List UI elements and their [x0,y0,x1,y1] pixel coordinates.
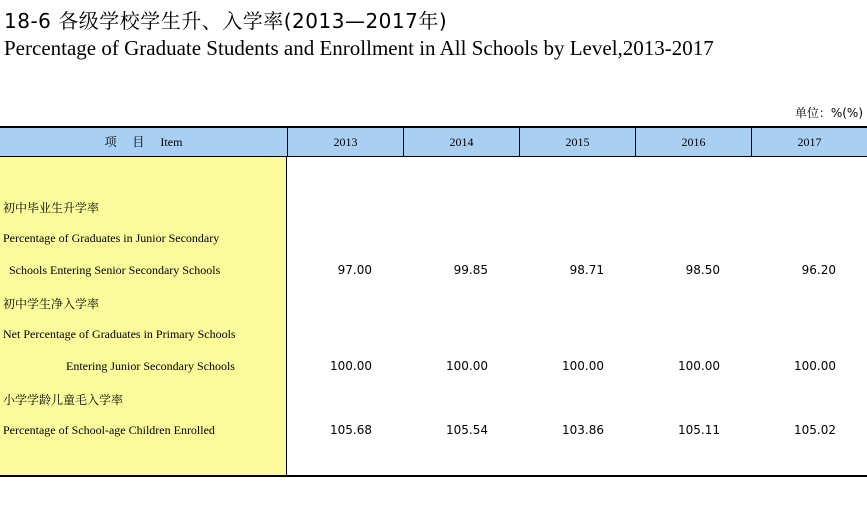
row-3-label-zh: 小学学龄儿童毛入学率 [3,393,124,407]
row-2-value-2015: 100.00 [562,359,604,373]
header-year-2017: 2017 [751,128,867,156]
header-item-zh: 项 目 [104,135,151,149]
page-title-chinese: 18-6 各级学校学生升、入学率(2013—2017年) [4,9,448,33]
table-header-row [0,128,867,157]
header-year-2015: 2015 [519,128,635,156]
row-1-value-2016: 98.50 [685,263,720,277]
row-2-label-zh: 初中学生净入学率 [3,297,100,311]
row-1-value-2013: 97.00 [337,263,372,277]
row-1-value-2015: 98.71 [569,263,604,277]
header-item-en: Item [160,135,183,149]
row-1-label-en-line2: Schools Entering Senior Secondary Schools [9,263,221,277]
row-3-value-2013: 105.68 [330,423,372,437]
row-2-value-2014: 100.00 [446,359,488,373]
header-year-2016: 2016 [635,128,751,156]
row-3-value-2015: 103.86 [562,423,604,437]
row-1-label-zh: 初中毕业生升学率 [3,201,100,215]
row-1-value-2014: 99.85 [453,263,488,277]
row-2-value-2016: 100.00 [678,359,720,373]
page-title-english: Percentage of Graduate Students and Enrollment in All Schools by Level,2013-2017 [4,36,714,60]
row-1-label-en-line1: Percentage of Graduates in Junior Secondary [3,231,220,245]
row-2-label-en-line2: Entering Junior Secondary Schools [66,359,235,373]
table-bottom-rule [0,475,867,477]
row-3-value-2017: 105.02 [794,423,836,437]
row-1-value-2017: 96.20 [801,263,836,277]
row-label-column [0,157,287,475]
row-3-value-2016: 105.11 [678,423,720,437]
header-item-cell [0,128,287,156]
row-2-label-en-line1: Net Percentage of Graduates in Primary Schools [3,327,236,341]
row-2-value-2017: 100.00 [794,359,836,373]
header-year-2014: 2014 [403,128,519,156]
row-3-value-2014: 105.54 [446,423,488,437]
row-3-label-en-line1: Percentage of School-age Children Enrolled [3,423,215,437]
header-year-2013: 2013 [287,128,403,156]
unit-label: 单位：%(%) [794,106,863,120]
row-2-value-2013: 100.00 [330,359,372,373]
